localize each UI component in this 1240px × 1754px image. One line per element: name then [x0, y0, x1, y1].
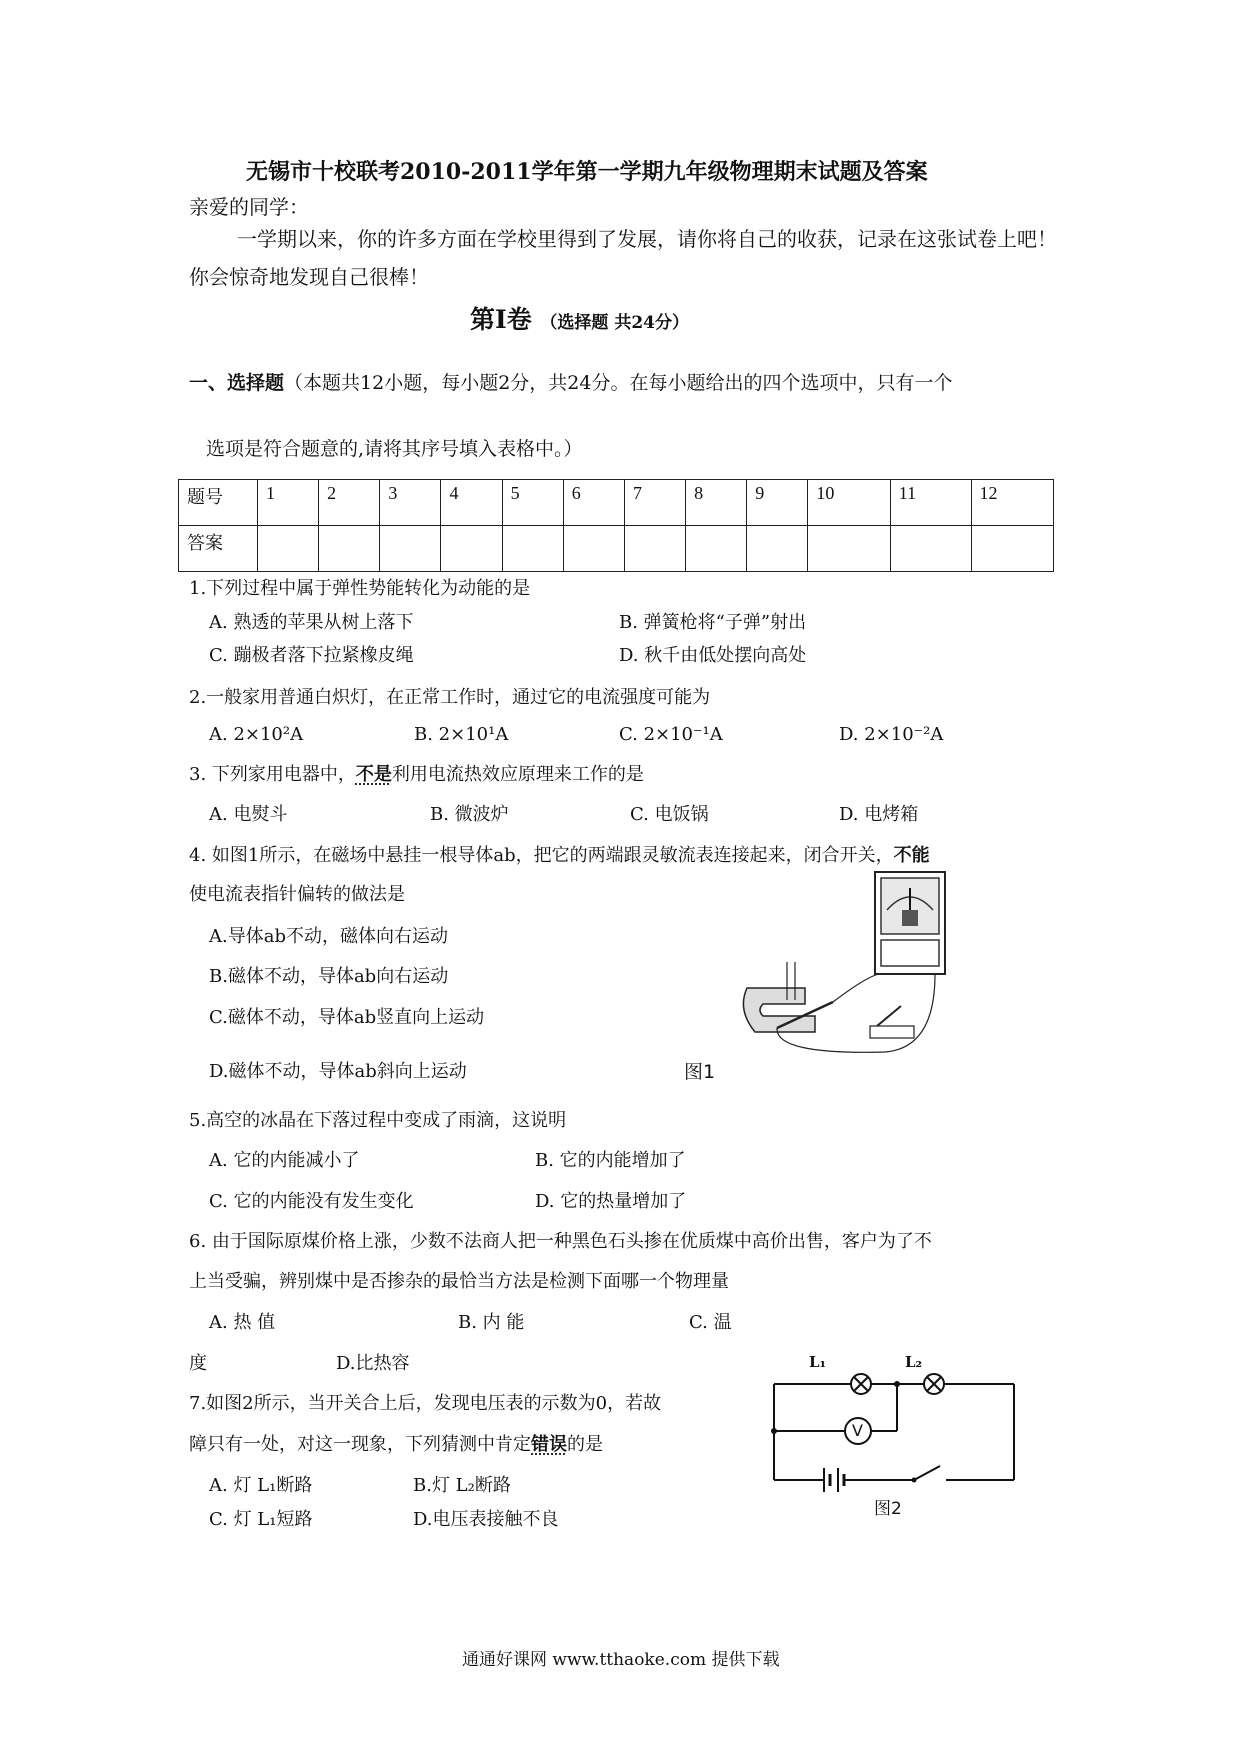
q7-option-a: A. 灯 L₁断路 [209, 1475, 313, 1496]
answer-cell[interactable] [971, 526, 1053, 572]
table-head-answer: 答案 [179, 526, 258, 572]
table-cell: 3 [380, 480, 441, 526]
q6-option-c-cont: 度 [189, 1353, 207, 1374]
answer-cell[interactable] [441, 526, 502, 572]
table-cell: 9 [747, 480, 808, 526]
volume-title: 第Ⅰ卷 [470, 305, 532, 334]
section-label: 一、选择题 [189, 372, 285, 394]
question-6-stem-1: 6. 由于国际原煤价格上涨，少数不法商人把一种黑色石头掺在优质煤中高价出售，客户为了不 [189, 1231, 932, 1252]
table-cell: 4 [441, 480, 502, 526]
table-row [179, 480, 1054, 526]
q3-stem-pre: 3. 下列家用电器中， [189, 764, 356, 785]
answer-cell[interactable] [258, 526, 319, 572]
table-row [179, 526, 1054, 572]
q2-option-b: B. 2×10¹A [414, 724, 509, 745]
q7-stem-post: 的是 [567, 1434, 603, 1455]
section-heading [189, 368, 952, 395]
q4-option-a: A.导体ab不动，磁体向右运动 [209, 926, 448, 947]
table-cell: 5 [502, 480, 563, 526]
q7-stem-emphasis: 错误 [531, 1434, 567, 1455]
q4-option-c: C.磁体不动，导体ab竖直向上运动 [209, 1007, 485, 1028]
question-4-stem-1 [189, 841, 930, 867]
q1-option-b: B. 弹簧枪将“子弹”射出 [619, 612, 807, 633]
q2-option-d: D. 2×10⁻²A [839, 724, 944, 745]
q6-option-a: A. 热 值 [209, 1312, 276, 1333]
q5-option-a: A. 它的内能减小了 [209, 1150, 360, 1171]
answer-cell[interactable] [808, 526, 890, 572]
q3-option-b: B. 微波炉 [430, 804, 509, 825]
q4-stem-pre: 4. 如图1所示，在磁场中悬挂一根导体ab，把它的两端跟灵敏流表连接起来，闭合开关， [189, 845, 894, 866]
q5-option-c: C. 它的内能没有发生变化 [209, 1191, 414, 1212]
q3-stem-emphasis: 不是 [355, 764, 392, 785]
table-cell: 1 [258, 480, 319, 526]
figure-1-label: 图1 [684, 1061, 716, 1083]
volume-heading [470, 300, 689, 336]
q2-option-a: A. 2×10²A [209, 724, 304, 745]
q1-option-d: D. 秋千由低处摆向高处 [619, 645, 807, 666]
section-desc-1: （本题共12小题，每小题2分，共24分。在每小题给出的四个选项中，只有一个 [284, 372, 953, 394]
greeting: 亲爱的同学： [189, 195, 309, 219]
table-cell: 7 [624, 480, 685, 526]
volume-subtitle: （选择题 共24分） [540, 313, 689, 333]
lamp-l1-label: L₁ [809, 1353, 827, 1371]
question-3-stem [189, 760, 644, 786]
question-1-stem: 1.下列过程中属于弹性势能转化为动能的是 [189, 578, 531, 599]
q4-stem-emphasis: 不能 [893, 845, 930, 866]
q6-option-d: D.比热容 [336, 1353, 410, 1374]
answer-cell[interactable] [380, 526, 441, 572]
answer-cell[interactable] [747, 526, 808, 572]
question-7-stem-1: 7.如图2所示，当开关合上后，发现电压表的示数为0，若故 [189, 1393, 662, 1414]
answer-table [178, 479, 1054, 572]
answer-cell[interactable] [563, 526, 624, 572]
figure-1-illustration [735, 870, 950, 1060]
answer-cell[interactable] [624, 526, 685, 572]
question-6-stem-2: 上当受骗，辨别煤中是否掺杂的最恰当方法是检测下面哪一个物理量 [189, 1271, 729, 1292]
q7-stem-pre: 障只有一处，对这一现象，下列猜测中肯定 [189, 1434, 531, 1455]
q4-option-b: B.磁体不动，导体ab向右运动 [209, 966, 449, 987]
document-title: 无锡市十校联考2010-2011学年第一学期九年级物理期末试题及答案 [246, 159, 928, 185]
answer-cell[interactable] [890, 526, 971, 572]
answer-cell[interactable] [686, 526, 747, 572]
q2-option-c: C. 2×10⁻¹A [619, 724, 723, 745]
intro-paragraph: 一学期以来，你的许多方面在学校里得到了发展，请你将自己的收获，记录在这张试卷上吧！你会惊奇地发现自己很棒！ [189, 227, 1057, 289]
q3-stem-post: 利用电流热效应原理来工作的是 [391, 764, 644, 785]
table-cell: 11 [890, 480, 971, 526]
table-cell: 2 [319, 480, 380, 526]
answer-cell[interactable] [502, 526, 563, 572]
table-cell: 12 [971, 480, 1053, 526]
q5-option-d: D. 它的热量增加了 [535, 1191, 687, 1212]
q1-option-a: A. 熟透的苹果从树上落下 [209, 612, 414, 633]
table-cell: 6 [563, 480, 624, 526]
q6-option-b: B. 内 能 [458, 1312, 525, 1333]
question-7-stem-2 [189, 1430, 603, 1456]
table-head-number: 题号 [179, 480, 258, 526]
voltmeter-label: V [852, 1421, 863, 1440]
q1-option-c: C. 蹦极者落下拉紧橡皮绳 [209, 645, 414, 666]
figure-2-label: 图2 [874, 1499, 902, 1519]
section-desc-2: 选项是符合题意的,请将其序号填入表格中。） [206, 438, 583, 460]
question-5-stem: 5.高空的冰晶在下落过程中变成了雨滴，这说明 [189, 1110, 567, 1131]
footer-source: 通通好课网 www.tthaoke.com 提供下载 [462, 1650, 780, 1670]
q3-option-a: A. 电熨斗 [209, 804, 288, 825]
q3-option-d: D. 电烤箱 [839, 804, 919, 825]
q7-option-d: D.电压表接触不良 [413, 1509, 559, 1530]
q4-option-d: D.磁体不动，导体ab斜向上运动 [209, 1061, 467, 1082]
q6-option-c: C. 温 [689, 1312, 732, 1333]
lamp-l2-label: L₂ [905, 1353, 923, 1371]
question-2-stem: 2.一般家用普通白炽灯，在正常工作时，通过它的电流强度可能为 [189, 687, 711, 708]
q5-option-b: B. 它的内能增加了 [535, 1150, 686, 1171]
question-4-stem-2: 使电流表指针偏转的做法是 [189, 884, 405, 905]
q7-option-c: C. 灯 L₁短路 [209, 1509, 313, 1530]
answer-cell[interactable] [319, 526, 380, 572]
table-cell: 8 [686, 480, 747, 526]
q7-option-b: B.灯 L₂断路 [413, 1475, 511, 1496]
q3-option-c: C. 电饭锅 [630, 804, 709, 825]
table-cell: 10 [808, 480, 890, 526]
